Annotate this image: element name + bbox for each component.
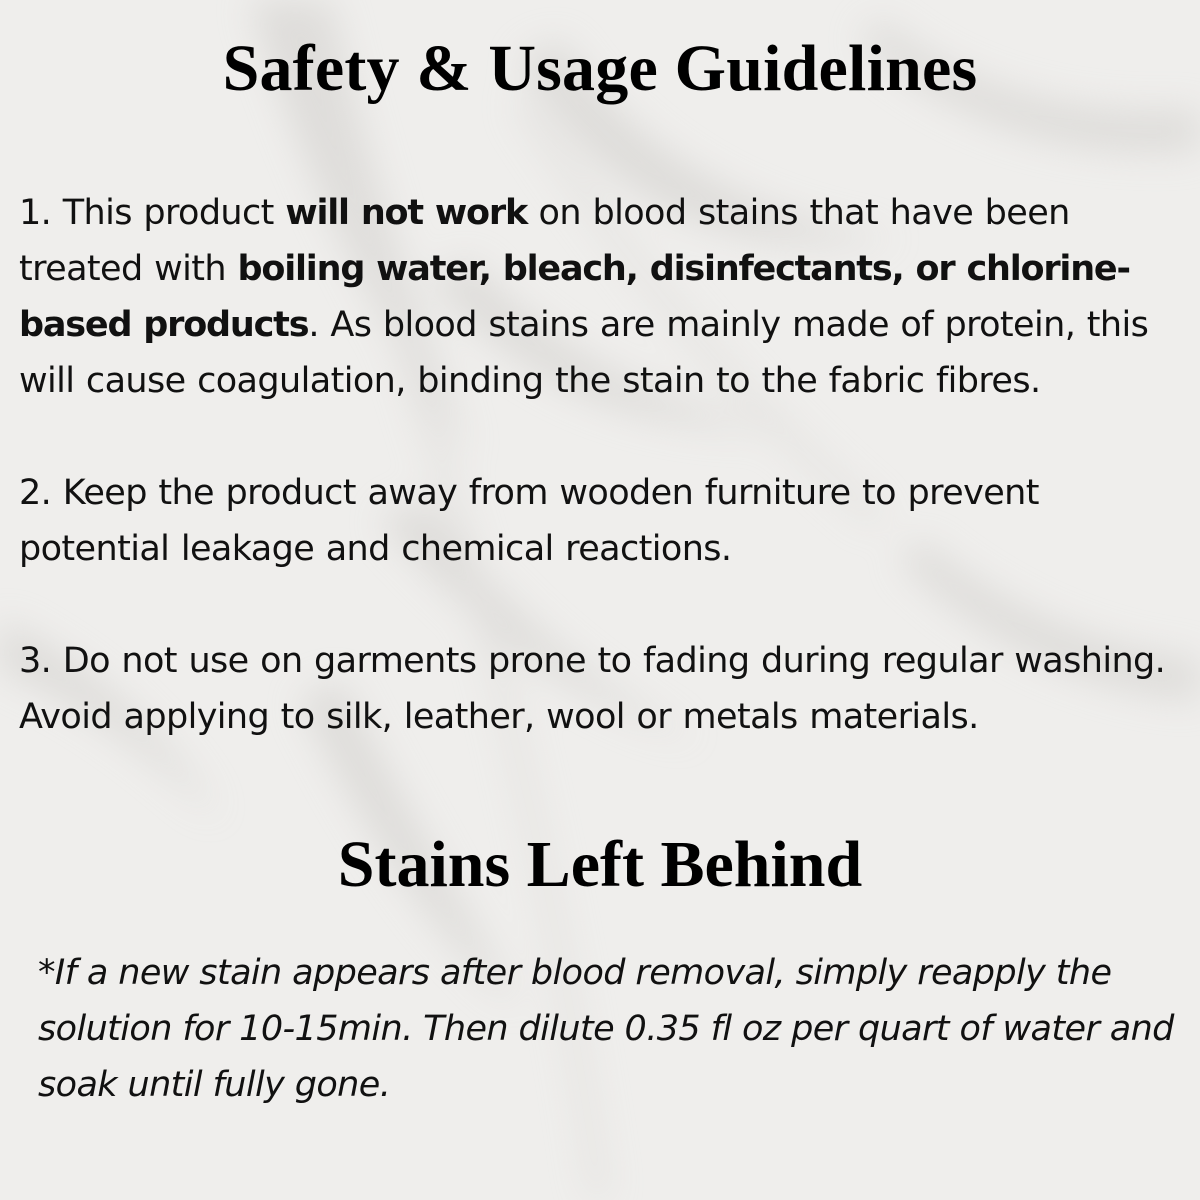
guideline-1-text-a: 1. This product <box>19 193 286 233</box>
guideline-1-text-c: . As blood stains are mainly made of protein, this will cause coagulation, binding the stain to the fabric fibres. <box>19 305 1149 401</box>
guideline-1-bold-a: will not work <box>285 193 528 233</box>
guideline-1 <box>19 185 1189 409</box>
guideline-1-bold-b: boiling water, bleach, disinfectants, or chlorine-based products <box>19 249 1130 345</box>
page-title: Safety & Usage Guidelines <box>222 32 978 105</box>
guideline-1-text-b: on blood stains that have been treated with <box>19 193 1070 289</box>
guideline-3: 3. Do not use on garments prone to fading during regular washing. Avoid applying to silk, leather, wool or metals materials. <box>19 641 1166 737</box>
guideline-2: 2. Keep the product away from wooden furniture to prevent potential leakage and chemical reactions. <box>19 473 1039 569</box>
section-title-stains-left-behind: Stains Left Behind <box>337 828 863 901</box>
stain-note: *If a new stain appears after blood removal, simply reapply the solution for 10-15min. Then dilute 0.35 fl oz per quart of water and soak until fully gone. <box>38 953 1174 1105</box>
